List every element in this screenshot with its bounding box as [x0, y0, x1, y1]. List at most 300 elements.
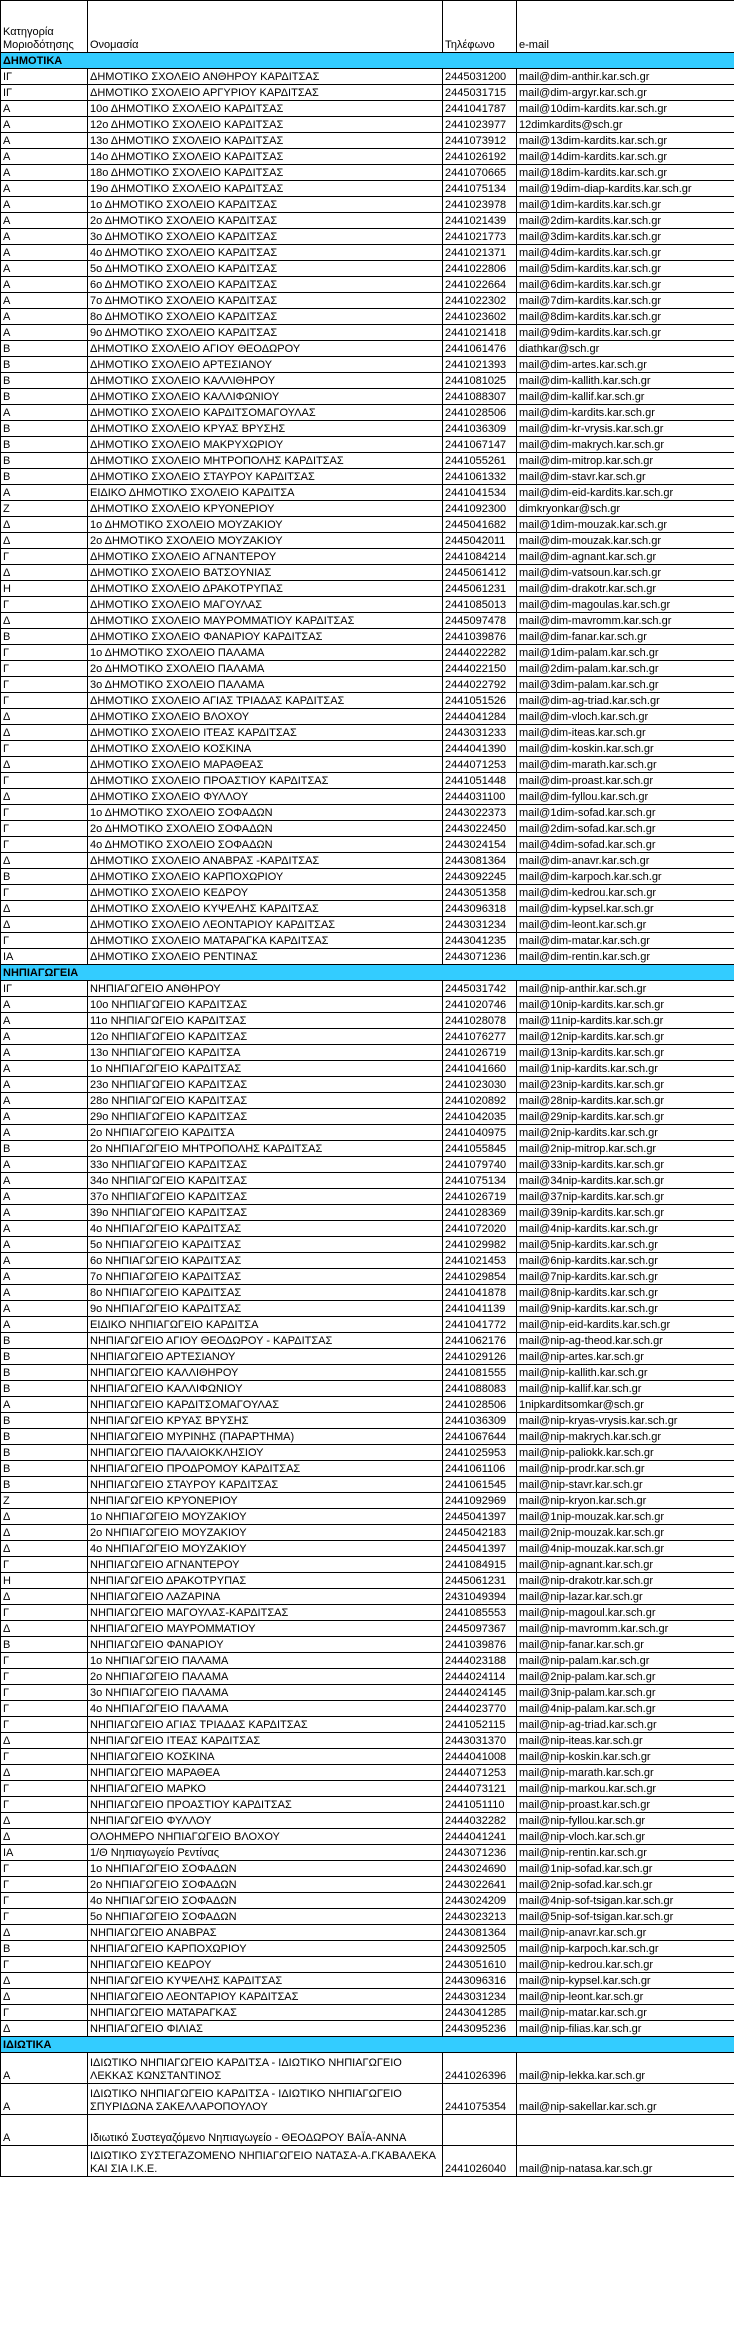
- email-cell: mail@34nip-kardits.kar.sch.gr: [517, 1173, 734, 1189]
- table-row: [1, 1205, 734, 1221]
- school-name-cell: 9ο ΔΗΜΟΤΙΚΟ ΣΧΟΛΕΙΟ ΚΑΡΔΙΤΣΑΣ: [88, 325, 443, 341]
- email-cell: mail@dim-rentin.kar.sch.gr: [517, 949, 734, 965]
- category-cell: Η: [1, 1573, 88, 1589]
- email-cell: mail@dim-koskin.kar.sch.gr: [517, 741, 734, 757]
- email-cell: mail@nip-karpoch.kar.sch.gr: [517, 1941, 734, 1957]
- phone-cell: 2441028506: [443, 1397, 517, 1413]
- school-name-cell: ΝΗΠΙΑΓΩΓΕΙΟ ΛΕΟΝΤΑΡΙΟΥ ΚΑΡΔΙΤΣΑΣ: [88, 1989, 443, 2005]
- school-name-cell: ΝΗΠΙΑΓΩΓΕΙΟ ΦΑΝΑΡΙΟΥ: [88, 1637, 443, 1653]
- email-cell: mail@nip-koskin.kar.sch.gr: [517, 1749, 734, 1765]
- email-cell: mail@13nip-kardits.kar.sch.gr: [517, 1045, 734, 1061]
- table-row: [1, 437, 734, 453]
- category-cell: Β: [1, 1461, 88, 1477]
- category-cell: Β: [1, 1381, 88, 1397]
- email-cell: mail@7dim-kardits.kar.sch.gr: [517, 293, 734, 309]
- email-cell: mail@2dim-kardits.kar.sch.gr: [517, 213, 734, 229]
- email-cell: mail@2dim-sofad.kar.sch.gr: [517, 821, 734, 837]
- table-row: [1, 933, 734, 949]
- phone-cell: 2445097367: [443, 1621, 517, 1637]
- table-row: [1, 1765, 734, 1781]
- phone-cell: 2441042035: [443, 1109, 517, 1125]
- table-row: [1, 149, 734, 165]
- table-row: [1, 373, 734, 389]
- phone-cell: 2441062176: [443, 1333, 517, 1349]
- email-cell: mail@10dim-kardits.kar.sch.gr: [517, 101, 734, 117]
- category-cell: Α: [1, 1173, 88, 1189]
- phone-cell: 2441085553: [443, 1605, 517, 1621]
- school-name-cell: 37ο ΝΗΠΙΑΓΩΓΕΙΟ ΚΑΡΔΙΤΣΑΣ: [88, 1189, 443, 1205]
- phone-cell: 2443031370: [443, 1733, 517, 1749]
- school-name-cell: 1ο ΝΗΠΙΑΓΩΓΕΙΟ ΜΟΥΖΑΚΙΟΥ: [88, 1509, 443, 1525]
- table-row: [1, 1189, 734, 1205]
- school-name-cell: ΔΗΜΟΤΙΚΟ ΣΧΟΛΕΙΟ ΜΑΥΡΟΜΜΑΤΙΟΥ ΚΑΡΔΙΤΣΑΣ: [88, 613, 443, 629]
- table-row: [1, 1269, 734, 1285]
- table-row: [1, 1285, 734, 1301]
- school-name-cell: ΔΗΜΟΤΙΚΟ ΣΧΟΛΕΙΟ ΦΑΝΑΡΙΟΥ ΚΑΡΔΙΤΣΑΣ: [88, 629, 443, 645]
- category-cell: Γ: [1, 1557, 88, 1573]
- category-cell: Α: [1, 325, 88, 341]
- school-name-cell: 8ο ΔΗΜΟΤΙΚΟ ΣΧΟΛΕΙΟ ΚΑΡΔΙΤΣΑΣ: [88, 309, 443, 325]
- category-cell: Α: [1, 181, 88, 197]
- school-name-cell: ΔΗΜΟΤΙΚΟ ΣΧΟΛΕΙΟ ΒΛΟΧΟΥ: [88, 709, 443, 725]
- table-row: [1, 213, 734, 229]
- section-title: ΔΗΜΟΤΙΚΑ: [1, 53, 734, 69]
- table-row: [1, 165, 734, 181]
- phone-cell: 2445031742: [443, 981, 517, 997]
- table-row: [1, 1973, 734, 1989]
- table-row: [1, 1733, 734, 1749]
- school-name-cell: 4ο ΝΗΠΙΑΓΩΓΕΙΟ ΠΑΛΑΜΑ: [88, 1701, 443, 1717]
- category-cell: Β: [1, 437, 88, 453]
- school-name-cell: ΝΗΠΙΑΓΩΓΕΙΟ ΚΑΛΛΙΦΩΝΙΟΥ: [88, 1381, 443, 1397]
- school-name-cell: 18ο ΔΗΜΟΤΙΚΟ ΣΧΟΛΕΙΟ ΚΑΡΔΙΤΣΑΣ: [88, 165, 443, 181]
- table-row: [1, 2146, 734, 2177]
- school-name-cell: ΔΗΜΟΤΙΚΟ ΣΧΟΛΕΙΟ ΑΡΤΕΣΙΑΝΟΥ: [88, 357, 443, 373]
- category-cell: Δ: [1, 565, 88, 581]
- phone-cell: 2445061231: [443, 581, 517, 597]
- phone-cell: 2441021393: [443, 357, 517, 373]
- category-cell: Δ: [1, 1813, 88, 1829]
- category-cell: Β: [1, 453, 88, 469]
- table-row: [1, 469, 734, 485]
- email-cell: mail@dim-anthir.kar.sch.gr: [517, 69, 734, 85]
- school-name-cell: 11ο ΝΗΠΙΑΓΩΓΕΙΟ ΚΑΡΔΙΤΣΑΣ: [88, 1013, 443, 1029]
- table-row: [1, 1365, 734, 1381]
- email-cell: mail@dim-kedrou.kar.sch.gr: [517, 885, 734, 901]
- email-cell: mail@nip-filias.kar.sch.gr: [517, 2021, 734, 2037]
- phone-cell: 2444022282: [443, 645, 517, 661]
- table-row: [1, 357, 734, 373]
- phone-cell: 2441079740: [443, 1157, 517, 1173]
- phone-cell: 2443024209: [443, 1893, 517, 1909]
- phone-cell: 2441076277: [443, 1029, 517, 1045]
- category-cell: Β: [1, 1477, 88, 1493]
- phone-cell: 2441075134: [443, 1173, 517, 1189]
- phone-cell: 2441020892: [443, 1093, 517, 1109]
- category-cell: Γ: [1, 1749, 88, 1765]
- category-cell: Α: [1, 1189, 88, 1205]
- email-cell: mail@14dim-kardits.kar.sch.gr: [517, 149, 734, 165]
- category-cell: Α: [1, 1253, 88, 1269]
- category-cell: Δ: [1, 1829, 88, 1845]
- phone-cell: 2441061545: [443, 1477, 517, 1493]
- category-cell: Δ: [1, 1989, 88, 2005]
- email-cell: mail@37nip-kardits.kar.sch.gr: [517, 1189, 734, 1205]
- header-phone: Τηλέφωνο: [443, 1, 517, 53]
- school-name-cell: 1/Θ Νηπιαγωγείο Ρεντίνας: [88, 1845, 443, 1861]
- email-cell: mail@nip-agnant.kar.sch.gr: [517, 1557, 734, 1573]
- category-cell: Α: [1, 1205, 88, 1221]
- school-name-cell: ΝΗΠΙΑΓΩΓΕΙΟ ΑΡΤΕΣΙΑΝΟΥ: [88, 1349, 443, 1365]
- phone-cell: 2441092300: [443, 501, 517, 517]
- table-row: [1, 613, 734, 629]
- email-cell: mail@nip-vloch.kar.sch.gr: [517, 1829, 734, 1845]
- table-row: [1, 1781, 734, 1797]
- table-row: [1, 1637, 734, 1653]
- email-cell: mail@nip-artes.kar.sch.gr: [517, 1349, 734, 1365]
- section-title: ΙΔΙΩΤΙΚΑ: [1, 2037, 734, 2053]
- category-cell: Δ: [1, 917, 88, 933]
- table-row: [1, 1525, 734, 1541]
- category-cell: ΙΓ: [1, 85, 88, 101]
- phone-cell: 2441026192: [443, 149, 517, 165]
- table-row: [1, 245, 734, 261]
- email-cell: mail@dim-drakotr.kar.sch.gr: [517, 581, 734, 597]
- email-cell: mail@dim-kr-vrysis.kar.sch.gr: [517, 421, 734, 437]
- table-row: [1, 645, 734, 661]
- phone-cell: 2443071236: [443, 949, 517, 965]
- category-cell: Β: [1, 341, 88, 357]
- phone-cell: 2441022806: [443, 261, 517, 277]
- email-cell: mail@7nip-kardits.kar.sch.gr: [517, 1269, 734, 1285]
- category-cell: Α: [1, 1269, 88, 1285]
- phone-cell: 2443024690: [443, 1861, 517, 1877]
- school-name-cell: ΝΗΠΙΑΓΩΓΕΙΟ ΠΡΟΑΣΤΙΟΥ ΚΑΡΔΙΤΣΑΣ: [88, 1797, 443, 1813]
- category-cell: Β: [1, 1429, 88, 1445]
- table-row: [1, 549, 734, 565]
- table-row: [1, 885, 734, 901]
- phone-cell: 2444073121: [443, 1781, 517, 1797]
- phone-cell: 2441088307: [443, 389, 517, 405]
- category-cell: Α: [1, 293, 88, 309]
- category-cell: Α: [1, 213, 88, 229]
- category-cell: Α: [1, 1157, 88, 1173]
- phone-cell: 2443096316: [443, 1973, 517, 1989]
- phone-cell: 2444041008: [443, 1749, 517, 1765]
- category-cell: Γ: [1, 597, 88, 613]
- email-cell: mail@nip-fyllou.kar.sch.gr: [517, 1813, 734, 1829]
- phone-cell: 2443095236: [443, 2021, 517, 2037]
- category-cell: Α: [1, 1045, 88, 1061]
- email-cell: mail@1nip-kardits.kar.sch.gr: [517, 1061, 734, 1077]
- category-cell: Γ: [1, 1893, 88, 1909]
- category-cell: Α: [1, 1077, 88, 1093]
- table-row: [1, 1301, 734, 1317]
- phone-cell: 2441055845: [443, 1141, 517, 1157]
- category-cell: Δ: [1, 1509, 88, 1525]
- phone-cell: 2441052115: [443, 1717, 517, 1733]
- phone-cell: 2441088083: [443, 1381, 517, 1397]
- category-cell: Δ: [1, 901, 88, 917]
- category-cell: Α: [1, 485, 88, 501]
- email-cell: mail@nip-kryon.kar.sch.gr: [517, 1493, 734, 1509]
- phone-cell: 2441070665: [443, 165, 517, 181]
- phone-cell: 2443051358: [443, 885, 517, 901]
- school-name-cell: ΔΗΜΟΤΙΚΟ ΣΧΟΛΕΙΟ ΠΡΟΑΣΤΙΟΥ ΚΑΡΔΙΤΣΑΣ: [88, 773, 443, 789]
- email-cell: mail@23nip-kardits.kar.sch.gr: [517, 1077, 734, 1093]
- email-cell: mail@nip-eid-kardits.kar.sch.gr: [517, 1317, 734, 1333]
- email-cell: mail@nip-markou.kar.sch.gr: [517, 1781, 734, 1797]
- email-cell: mail@6nip-kardits.kar.sch.gr: [517, 1253, 734, 1269]
- email-cell: mail@dim-marath.kar.sch.gr: [517, 757, 734, 773]
- phone-cell: 2441041139: [443, 1301, 517, 1317]
- table-row: [1, 1493, 734, 1509]
- category-cell: Α: [1, 133, 88, 149]
- email-cell: mail@3dim-kardits.kar.sch.gr: [517, 229, 734, 245]
- table-row: [1, 1541, 734, 1557]
- school-name-cell: 7ο ΔΗΜΟΤΙΚΟ ΣΧΟΛΕΙΟ ΚΑΡΔΙΤΣΑΣ: [88, 293, 443, 309]
- phone-cell: 2445061231: [443, 1573, 517, 1589]
- table-row: [1, 1477, 734, 1493]
- table-row: [1, 1989, 734, 2005]
- category-cell: ΙΓ: [1, 69, 88, 85]
- category-cell: Δ: [1, 1973, 88, 1989]
- phone-cell: 2441061332: [443, 469, 517, 485]
- category-cell: Γ: [1, 1701, 88, 1717]
- school-name-cell: 2ο ΔΗΜΟΤΙΚΟ ΣΧΟΛΕΙΟ ΜΟΥΖΑΚΙΟΥ: [88, 533, 443, 549]
- table-row: [1, 197, 734, 213]
- table-row: [1, 1413, 734, 1429]
- table-row: [1, 565, 734, 581]
- phone-cell: 2441036309: [443, 421, 517, 437]
- school-name-cell: Ιδιωτικό Συστεγαζόμενο Νηπιαγωγείο - ΘΕΟΔΩΡΟΥ ΒΑΪΑ-ΑΝΝΑ: [88, 2115, 443, 2146]
- table-row: [1, 1077, 734, 1093]
- table-row: [1, 869, 734, 885]
- table-row: [1, 1861, 734, 1877]
- table-row: [1, 757, 734, 773]
- school-name-cell: ΝΗΠΙΑΓΩΓΕΙΟ ΙΤΕΑΣ ΚΑΡΔΙΤΣΑΣ: [88, 1733, 443, 1749]
- school-name-cell: 2ο ΔΗΜΟΤΙΚΟ ΣΧΟΛΕΙΟ ΚΑΡΔΙΤΣΑΣ: [88, 213, 443, 229]
- phone-cell: 2443096318: [443, 901, 517, 917]
- email-cell: mail@nip-iteas.kar.sch.gr: [517, 1733, 734, 1749]
- category-cell: Δ: [1, 789, 88, 805]
- category-cell: Β: [1, 1333, 88, 1349]
- school-name-cell: ΔΗΜΟΤΙΚΟ ΣΧΟΛΕΙΟ ΒΑΤΣΟΥΝΙΑΣ: [88, 565, 443, 581]
- email-cell: mail@nip-ag-theod.kar.sch.gr: [517, 1333, 734, 1349]
- school-name-cell: 2ο ΝΗΠΙΑΓΩΓΕΙΟ ΜΗΤΡΟΠΟΛΗΣ ΚΑΡΔΙΤΣΑΣ: [88, 1141, 443, 1157]
- phone-cell: 2445097478: [443, 613, 517, 629]
- table-row: [1, 1381, 734, 1397]
- school-name-cell: ΔΗΜΟΤΙΚΟ ΣΧΟΛΕΙΟ ΦΥΛΛΟΥ: [88, 789, 443, 805]
- category-cell: Δ: [1, 533, 88, 549]
- email-cell: mail@nip-anavr.kar.sch.gr: [517, 1925, 734, 1941]
- phone-cell: 2441026040: [443, 2146, 517, 2177]
- email-cell: mail@4nip-palam.kar.sch.gr: [517, 1701, 734, 1717]
- school-name-cell: ΝΗΠΙΑΓΩΓΕΙΟ ΚΥΨΕΛΗΣ ΚΑΡΔΙΤΣΑΣ: [88, 1973, 443, 1989]
- category-cell: Γ: [1, 805, 88, 821]
- phone-cell: 2441081025: [443, 373, 517, 389]
- school-name-cell: 34ο ΝΗΠΙΑΓΩΓΕΙΟ ΚΑΡΔΙΤΣΑΣ: [88, 1173, 443, 1189]
- school-name-cell: ΟΛΟΗΜΕΡΟ ΝΗΠΙΑΓΩΓΕΙΟ ΒΛΟΧΟΥ: [88, 1829, 443, 1845]
- phone-cell: 2444071253: [443, 757, 517, 773]
- table-row: [1, 805, 734, 821]
- phone-cell: 2441092969: [443, 1493, 517, 1509]
- email-cell: mail@dim-artes.kar.sch.gr: [517, 357, 734, 373]
- phone-cell: 2441020746: [443, 997, 517, 1013]
- category-cell: Α: [1, 2084, 88, 2115]
- phone-cell: 2445041682: [443, 517, 517, 533]
- email-cell: mail@nip-lazar.kar.sch.gr: [517, 1589, 734, 1605]
- category-cell: Γ: [1, 1717, 88, 1733]
- email-cell: mail@5dim-kardits.kar.sch.gr: [517, 261, 734, 277]
- phone-cell: 2444031100: [443, 789, 517, 805]
- table-row: [1, 997, 734, 1013]
- email-cell: mail@4dim-sofad.kar.sch.gr: [517, 837, 734, 853]
- phone-cell: 2441028369: [443, 1205, 517, 1221]
- email-cell: mail@dim-vloch.kar.sch.gr: [517, 709, 734, 725]
- school-name-cell: 14ο ΔΗΜΟΤΙΚΟ ΣΧΟΛΕΙΟ ΚΑΡΔΙΤΣΑΣ: [88, 149, 443, 165]
- phone-cell: 2443022450: [443, 821, 517, 837]
- email-cell: mail@3dim-palam.kar.sch.gr: [517, 677, 734, 693]
- school-name-cell: 5ο ΔΗΜΟΤΙΚΟ ΣΧΟΛΕΙΟ ΚΑΡΔΙΤΣΑΣ: [88, 261, 443, 277]
- email-cell: mail@1dim-mouzak.kar.sch.gr: [517, 517, 734, 533]
- phone-cell: 2441041534: [443, 485, 517, 501]
- email-cell: mail@dim-agnant.kar.sch.gr: [517, 549, 734, 565]
- school-name-cell: 1ο ΔΗΜΟΤΙΚΟ ΣΧΟΛΕΙΟ ΜΟΥΖΑΚΙΟΥ: [88, 517, 443, 533]
- school-name-cell: ΔΗΜΟΤΙΚΟ ΣΧΟΛΕΙΟ ΚΑΛΛΙΘΗΡΟΥ: [88, 373, 443, 389]
- section-title: ΝΗΠΙΑΓΩΓΕΙΑ: [1, 965, 734, 981]
- table-row: [1, 693, 734, 709]
- table-row: [1, 2084, 734, 2115]
- phone-cell: 2441041772: [443, 1317, 517, 1333]
- school-name-cell: 9ο ΝΗΠΙΑΓΩΓΕΙΟ ΚΑΡΔΙΤΣΑΣ: [88, 1301, 443, 1317]
- email-cell: mail@4dim-kardits.kar.sch.gr: [517, 245, 734, 261]
- table-row: [1, 421, 734, 437]
- phone-cell: 2441041660: [443, 1061, 517, 1077]
- table-row: [1, 1877, 734, 1893]
- category-cell: Δ: [1, 757, 88, 773]
- phone-cell: 2441051110: [443, 1797, 517, 1813]
- email-cell: mail@8nip-kardits.kar.sch.gr: [517, 1285, 734, 1301]
- phone-cell: 2441029982: [443, 1237, 517, 1253]
- category-cell: Γ: [1, 837, 88, 853]
- category-cell: Β: [1, 421, 88, 437]
- table-row: [1, 725, 734, 741]
- category-cell: Γ: [1, 1685, 88, 1701]
- table-row: [1, 1109, 734, 1125]
- phone-cell: 2441021371: [443, 245, 517, 261]
- phone-cell: 2441075134: [443, 181, 517, 197]
- phone-cell: 2441073912: [443, 133, 517, 149]
- email-cell: mail@4nip-mouzak.kar.sch.gr: [517, 1541, 734, 1557]
- school-name-cell: ΝΗΠΙΑΓΩΓΕΙΟ ΜΑΓΟΥΛΑΣ-ΚΑΡΔΙΤΣΑΣ: [88, 1605, 443, 1621]
- table-row: [1, 69, 734, 85]
- table-row: [1, 517, 734, 533]
- school-name-cell: ΔΗΜΟΤΙΚΟ ΣΧΟΛΕΙΟ ΑΓΙΑΣ ΤΡΙΑΔΑΣ ΚΑΡΔΙΤΣΑΣ: [88, 693, 443, 709]
- phone-cell: 2441084915: [443, 1557, 517, 1573]
- email-cell: mail@33nip-kardits.kar.sch.gr: [517, 1157, 734, 1173]
- category-cell: Γ: [1, 677, 88, 693]
- school-name-cell: ΙΔΙΩΤΙΚΟ ΝΗΠΙΑΓΩΓΕΙΟ ΚΑΡΔΙΤΣΑ - ΙΔΙΩΤΙΚΟ ΝΗΠΙΑΓΩΓΕΙΟ ΣΠΥΡΙΔΩΝΑ ΣΑΚΕΛΛΑΡΟΠΟΥΛΟΥ: [88, 2084, 443, 2115]
- table-row: [1, 1509, 734, 1525]
- phone-cell: 2441055261: [443, 453, 517, 469]
- category-cell: Ζ: [1, 1493, 88, 1509]
- category-cell: Γ: [1, 693, 88, 709]
- table-row: [1, 181, 734, 197]
- table-row: [1, 1237, 734, 1253]
- category-cell: Α: [1, 101, 88, 117]
- phone-cell: 2441021773: [443, 229, 517, 245]
- phone-cell: 2441051448: [443, 773, 517, 789]
- school-name-cell: 1ο ΔΗΜΟΤΙΚΟ ΣΧΟΛΕΙΟ ΠΑΛΑΜΑ: [88, 645, 443, 661]
- school-name-cell: ΔΗΜΟΤΙΚΟ ΣΧΟΛΕΙΟ ΚΑΛΛΙΦΩΝΙΟΥ: [88, 389, 443, 405]
- email-cell: mail@nip-matar.kar.sch.gr: [517, 2005, 734, 2021]
- school-name-cell: 39ο ΝΗΠΙΑΓΩΓΕΙΟ ΚΑΡΔΙΤΣΑΣ: [88, 1205, 443, 1221]
- phone-cell: 2443081364: [443, 853, 517, 869]
- table-row: [1, 1141, 734, 1157]
- school-name-cell: ΔΗΜΟΤΙΚΟ ΣΧΟΛΕΙΟ ΚΡΥΟΝΕΡΙΟΥ: [88, 501, 443, 517]
- category-cell: Β: [1, 869, 88, 885]
- school-name-cell: ΝΗΠΙΑΓΩΓΕΙΟ ΑΓΝΑΝΤΕΡΟΥ: [88, 1557, 443, 1573]
- category-cell: Α: [1, 1125, 88, 1141]
- phone-cell: 2443071236: [443, 1845, 517, 1861]
- school-name-cell: ΔΗΜΟΤΙΚΟ ΣΧΟΛΕΙΟ ΚΟΣΚΙΝΑ: [88, 741, 443, 757]
- table-row: [1, 709, 734, 725]
- category-cell: Α: [1, 1397, 88, 1413]
- phone-cell: 2441067644: [443, 1429, 517, 1445]
- category-cell: Γ: [1, 1797, 88, 1813]
- email-cell: mail@18dim-kardits.kar.sch.gr: [517, 165, 734, 181]
- table-row: [1, 853, 734, 869]
- phone-cell: 2443022641: [443, 1877, 517, 1893]
- phone-cell: 2445031200: [443, 69, 517, 85]
- category-cell: Α: [1, 229, 88, 245]
- table-row: [1, 1957, 734, 1973]
- email-cell: mail@nip-mavromm.kar.sch.gr: [517, 1621, 734, 1637]
- table-row: [1, 917, 734, 933]
- table-row: [1, 85, 734, 101]
- phone-cell: 2441025953: [443, 1445, 517, 1461]
- school-name-cell: 5ο ΝΗΠΙΑΓΩΓΕΙΟ ΚΑΡΔΙΤΣΑΣ: [88, 1237, 443, 1253]
- school-name-cell: ΝΗΠΙΑΓΩΓΕΙΟ ΜΥΡΙΝΗΣ (ΠΑΡΑΡΤΗΜΑ): [88, 1429, 443, 1445]
- table-row: [1, 1685, 734, 1701]
- email-cell: mail@dim-stavr.kar.sch.gr: [517, 469, 734, 485]
- school-name-cell: 8ο ΝΗΠΙΑΓΩΓΕΙΟ ΚΑΡΔΙΤΣΑΣ: [88, 1285, 443, 1301]
- email-cell: mail@dim-anavr.kar.sch.gr: [517, 853, 734, 869]
- email-cell: mail@12nip-kardits.kar.sch.gr: [517, 1029, 734, 1045]
- category-cell: Α: [1, 245, 88, 261]
- email-cell: mail@dim-argyr.kar.sch.gr: [517, 85, 734, 101]
- school-name-cell: 19ο ΔΗΜΟΤΙΚΟ ΣΧΟΛΕΙΟ ΚΑΡΔΙΤΣΑΣ: [88, 181, 443, 197]
- category-cell: Β: [1, 1413, 88, 1429]
- school-name-cell: ΝΗΠΙΑΓΩΓΕΙΟ ΚΑΛΛΙΘΗΡΟΥ: [88, 1365, 443, 1381]
- school-name-cell: ΔΗΜΟΤΙΚΟ ΣΧΟΛΕΙΟ ΣΤΑΥΡΟΥ ΚΑΡΔΙΤΣΑΣ: [88, 469, 443, 485]
- table-row: [1, 1557, 734, 1573]
- phone-cell: 2443031234: [443, 917, 517, 933]
- email-cell: mail@10nip-kardits.kar.sch.gr: [517, 997, 734, 1013]
- table-row: [1, 629, 734, 645]
- school-name-cell: ΔΗΜΟΤΙΚΟ ΣΧΟΛΕΙΟ ΔΡΑΚΟΤΡΥΠΑΣ: [88, 581, 443, 597]
- phone-cell: 2431049394: [443, 1589, 517, 1605]
- school-name-cell: ΔΗΜΟΤΙΚΟ ΣΧΟΛΕΙΟ ΜΗΤΡΟΠΟΛΗΣ ΚΑΡΔΙΤΣΑΣ: [88, 453, 443, 469]
- school-name-cell: 1ο ΝΗΠΙΑΓΩΓΕΙΟ ΠΑΛΑΜΑ: [88, 1653, 443, 1669]
- table-row: [1, 1589, 734, 1605]
- school-name-cell: ΔΗΜΟΤΙΚΟ ΣΧΟΛΕΙΟ ΚΡΥΑΣ ΒΡΥΣΗΣ: [88, 421, 443, 437]
- school-name-cell: 10ο ΔΗΜΟΤΙΚΟ ΣΧΟΛΕΙΟ ΚΑΡΔΙΤΣΑΣ: [88, 101, 443, 117]
- email-cell: 1nipkarditsomkar@sch.gr: [517, 1397, 734, 1413]
- email-cell: mail@nip-kedrou.kar.sch.gr: [517, 1957, 734, 1973]
- email-cell: mail@dim-eid-kardits.kar.sch.gr: [517, 485, 734, 501]
